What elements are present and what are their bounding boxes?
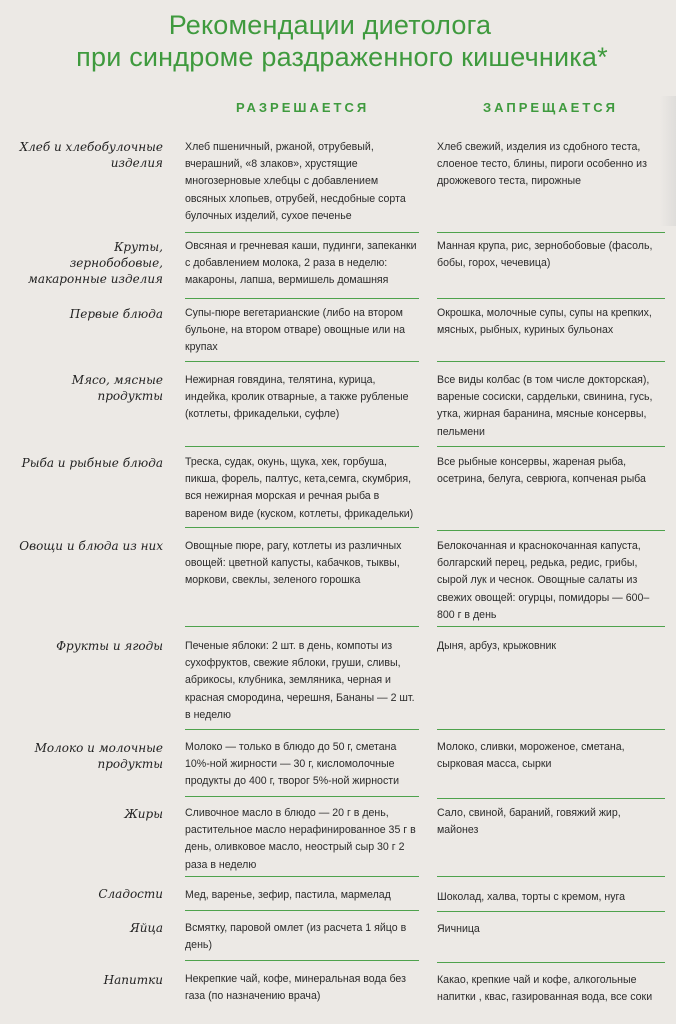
row-divider: [185, 729, 419, 730]
allowed-cell: Овсяная и гречневая каши, пудинги, запеканки с добавлением молока, 2 раза в неделю: макароны, лапша, вермишель домашняя: [185, 240, 417, 287]
forbidden-cell: Дыня, арбуз, крыжовник: [437, 640, 557, 652]
forbidden-cell: Все рыбные консервы, жареная рыба, осетрина, белуга, севрюга, копченая рыба: [437, 456, 646, 486]
forbidden-cell: Шоколад, халва, торты с кремом, нуга: [437, 891, 626, 903]
category-label: Мясо, мясные продукты: [71, 373, 163, 403]
page-title-line-2: при синдроме раздраженного кишечника*: [76, 42, 608, 72]
category-label: Яйца: [130, 921, 163, 935]
forbidden-cell: Молоко, сливки, мороженое, сметана, сырковая масса, сырки: [437, 741, 625, 771]
category-label: Овощи и блюда из них: [19, 539, 163, 553]
row-divider: [437, 962, 665, 963]
row-divider: [437, 729, 665, 730]
allowed-cell: Всмятку, паровой омлет (из расчета 1 яйцо в день): [185, 922, 407, 952]
category-label: Фрукты и ягоды: [56, 639, 163, 653]
category-label: Круты, зернобобовые, макаронные изделия: [27, 240, 163, 286]
forbidden-cell: Манная крупа, рис, зернобобовые (фасоль, бобы, горох, чечевица): [437, 240, 653, 270]
forbidden-cell: Яичница: [437, 923, 480, 935]
row-divider: [437, 626, 665, 627]
forbidden-cell: Окрошка, молочные супы, супы на крепких, мясных, рыбных, куриных бульонах: [437, 307, 652, 337]
column-header-forbidden: ЗАПРЕЩАЕТСЯ: [483, 100, 619, 115]
row-divider: [185, 298, 419, 299]
forbidden-cell: Какао, крепкие чай и кофе, алкогольные напитки , квас, газированная вода, все соки: [437, 974, 653, 1004]
allowed-cell: Хлеб пшеничный, ржаной, отрубевый, вчерашний, «8 злаков», хрустящие многозерновые хлебцы с добавлением овсяных хлопьев, отрубей, несдобные сорта булочных изделий, сухое печенье: [185, 141, 406, 222]
row-divider: [185, 527, 419, 528]
allowed-cell: Овощные пюре, рагу, котлеты из различных овощей: цветной капусты, кабачков, тыквы, моркови, свеклы, зеленого горошка: [185, 540, 402, 587]
row-divider: [437, 232, 665, 233]
allowed-cell: Сливочное масло в блюдо — 20 г в день, растительное масло нерафинированное 35 г в день, оливковое масло, неострый сыр 30 г 2 раза в неделю: [185, 807, 416, 871]
allowed-cell: Супы-пюре вегетарианские (либо на втором бульоне, на втором отваре) овощные или на крупах: [185, 307, 406, 354]
row-divider: [185, 232, 419, 233]
row-divider: [185, 361, 419, 362]
row-divider: [185, 960, 419, 961]
column-header-allowed: РАЗРЕШАЕТСЯ: [236, 100, 370, 115]
category-label: Молоко и молочные продукты: [34, 741, 163, 771]
row-divider: [185, 910, 419, 911]
category-label: Первые блюда: [69, 307, 163, 321]
row-divider: [185, 446, 419, 447]
forbidden-cell: Хлеб свежий, изделия из сдобного теста, слоеное тесто, блины, пироги особенно из дрожжевого теста, пирожные: [437, 141, 647, 188]
row-divider: [437, 530, 665, 531]
row-divider: [185, 796, 419, 797]
category-label: Сладости: [98, 887, 163, 901]
allowed-cell: Мед, варенье, зефир, пастила, мармелад: [185, 889, 391, 901]
allowed-cell: Некрепкие чай, кофе, минеральная вода без газа (по назначению врача): [185, 973, 406, 1003]
forbidden-cell: Сало, свиной, бараний, говяжий жир, майонез: [437, 807, 621, 837]
adjacent-page-edge: [660, 96, 676, 226]
allowed-cell: Печеные яблоки: 2 шт. в день, компоты из сухофруктов, свежие яблоки, груши, сливы, абрикосы, клубника, земляника, черная и красная смородина, черешня, Бананы — 2 шт. в неделю: [185, 640, 415, 721]
page-title-line-1: Рекомендации диетолога: [168, 10, 492, 40]
category-label: Жиры: [124, 807, 163, 821]
allowed-cell: Молоко — только в блюдо до 50 г, сметана 10%-ной жирности — 30 г, кисломолочные продукты до 400 г, творог 5%-ной жирности: [185, 741, 400, 788]
category-label: Напитки: [103, 973, 163, 987]
forbidden-cell: Все виды колбас (в том числе докторская), вареные сосиски, сардельки, свинина, гусь, утка, жирная баранина, мясные консервы, пельмени: [437, 374, 653, 438]
row-divider: [437, 876, 665, 877]
row-divider: [437, 798, 665, 799]
category-label: Хлеб и хлебобулочные изделия: [19, 140, 163, 170]
row-divider: [437, 911, 665, 912]
row-divider: [185, 626, 419, 627]
forbidden-cell: Белокочанная и краснокочанная капуста, болгарский перец, редька, редис, грибы, сырой лук и чеснок. Овощные салаты из свежих овощей: огурцы, помидоры — 600–800 г в день: [437, 540, 650, 621]
row-divider: [437, 298, 665, 299]
row-divider: [185, 876, 419, 877]
category-label: Рыба и рыбные блюда: [21, 456, 163, 470]
allowed-cell: Треска, судак, окунь, щука, хек, горбуша, пикша, форель, палтус, кета,семга, скумбрия, вся нежирная морская и речная рыба в вареном виде (куском, котлеты, фрикадельки): [185, 456, 414, 520]
row-divider: [437, 361, 665, 362]
allowed-cell: Нежирная говядина, телятина, курица, индейка, кролик отварные, а также рубленые (котлеты, фрикадельки, суфле): [185, 374, 409, 421]
row-divider: [437, 446, 665, 447]
